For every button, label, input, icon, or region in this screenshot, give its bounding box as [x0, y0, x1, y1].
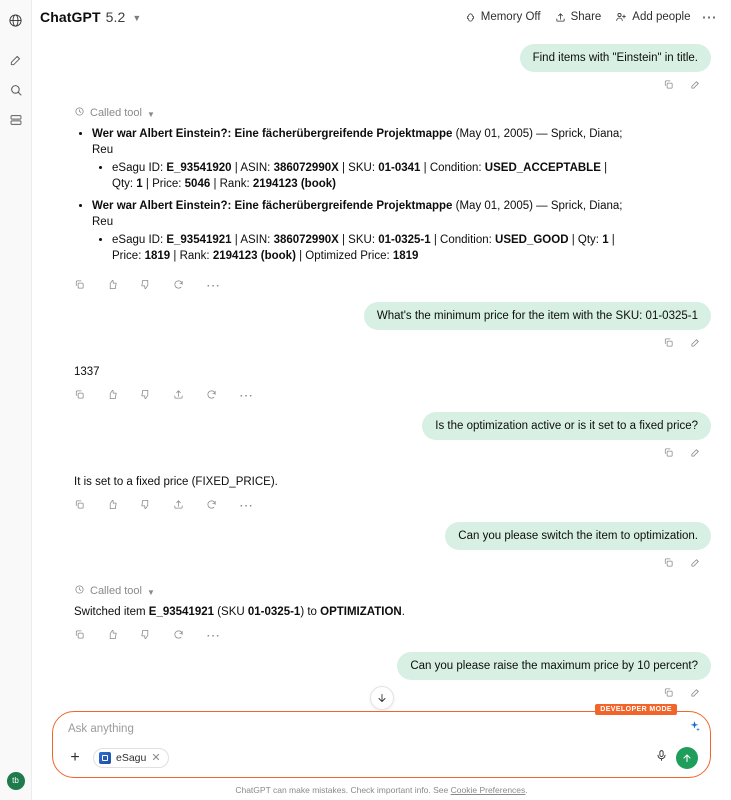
message-turn	[52, 460, 711, 513]
chevron-down-icon: ▼	[132, 13, 142, 23]
list-item: • eSagu ID: E_93541920 | ASIN: 386072990X | SKU: 01-0341 | Condition: USED_ACCEPTABLE | Qty: 1 | Price: 5046 | Rank: 2194123 (book)	[112, 160, 631, 192]
chevron-down-icon: ▼	[146, 109, 155, 119]
tool-icon	[74, 584, 85, 598]
item-title: Wer war Albert Einstein?: Eine fächerübergreifende Projektmappe	[92, 128, 453, 140]
tool-call-text: Called tool	[90, 107, 142, 119]
footer-text: ChatGPT can make mistakes. Check important info. See	[235, 785, 451, 795]
share-label: Share	[570, 11, 602, 23]
list-item: • eSagu ID: E_93541921 | ASIN: 386072990X | SKU: 01-0325-1 | Condition: USED_GOOD | Qty: 1 | Price: 1819 | Rank: 2194123 (book) | Optimized Price: 1819	[112, 232, 631, 264]
copy-icon[interactable]	[663, 557, 674, 568]
edit-icon[interactable]	[690, 447, 701, 458]
message-turn	[52, 92, 711, 293]
more-icon[interactable]: ⋯	[206, 626, 220, 643]
user-message-bubble: Is the optimization active or is it set to a fixed price?	[422, 412, 711, 440]
add-people-button[interactable]	[608, 7, 697, 27]
more-options-button[interactable]: ⋯	[701, 9, 717, 26]
tool-call-text: Called tool	[90, 585, 142, 597]
assistant-text: It is set to a fixed price (FIXED_PRICE).	[74, 476, 278, 488]
user-message-actions	[52, 330, 711, 348]
thumbs-down-icon[interactable]	[140, 499, 151, 510]
results-list	[74, 126, 631, 264]
thumbs-up-icon[interactable]	[107, 499, 118, 510]
sparkle-icon	[688, 720, 701, 736]
esagu-logo-icon	[99, 752, 111, 764]
copy-icon[interactable]	[74, 499, 85, 510]
user-message-row	[52, 34, 711, 72]
copy-icon[interactable]	[74, 389, 85, 400]
message-turn	[52, 402, 711, 458]
assistant-message-actions	[52, 270, 711, 293]
assistant-message-actions	[52, 380, 711, 403]
composer-toolbar	[65, 747, 698, 769]
add-people-label: Add people	[632, 11, 691, 23]
user-message-bubble: Can you please raise the maximum price by 10 percent?	[397, 652, 711, 680]
top-header	[32, 0, 731, 34]
thumbs-up-icon[interactable]	[107, 389, 118, 400]
message-turn	[52, 512, 711, 568]
assistant-message	[52, 126, 711, 264]
thumbs-down-icon[interactable]	[140, 279, 151, 290]
user-message-row	[52, 512, 711, 550]
user-message-bubble: Can you please switch the item to optimization.	[445, 522, 711, 550]
message-turn	[52, 292, 711, 348]
more-icon[interactable]: ⋯	[206, 276, 220, 293]
tool-call-label[interactable]	[52, 92, 711, 126]
message-turn	[52, 570, 711, 643]
chevron-down-icon: ▼	[146, 587, 155, 597]
assistant-message	[52, 604, 711, 620]
memory-toggle-button[interactable]	[458, 7, 548, 27]
item-details-list	[92, 160, 631, 192]
regenerate-icon[interactable]	[173, 279, 184, 290]
list-item	[92, 126, 631, 192]
microphone-icon[interactable]	[655, 749, 668, 767]
regenerate-icon[interactable]	[206, 499, 217, 510]
tool-icon	[74, 106, 85, 120]
cookie-preferences-link[interactable]: Cookie Preferences	[450, 785, 526, 795]
user-message-actions	[52, 550, 711, 568]
brand-name: ChatGPT	[40, 9, 101, 25]
user-message-row	[52, 642, 711, 680]
composer[interactable]	[52, 711, 711, 778]
composer-area	[52, 706, 711, 778]
add-people-icon	[615, 11, 627, 23]
footer-tail: .	[525, 785, 528, 795]
message-turn	[52, 34, 711, 90]
assistant-text: Switched item E_93541921 (SKU 01-0325-1) to OPTIMIZATION.	[74, 606, 405, 618]
copy-icon[interactable]	[74, 279, 85, 290]
assistant-message-actions	[52, 620, 711, 643]
edit-icon[interactable]	[690, 337, 701, 348]
share-icon	[555, 12, 566, 23]
tool-call-label[interactable]	[52, 570, 711, 604]
edit-icon[interactable]	[690, 79, 701, 90]
user-message-bubble: What's the minimum price for the item with the SKU: 01-0325-1	[364, 302, 711, 330]
item-title: Wer war Albert Einstein?: Eine fächerübergreifende Projektmappe	[92, 200, 453, 212]
thumbs-up-icon[interactable]	[107, 279, 118, 290]
user-message-actions	[52, 72, 711, 90]
avatar[interactable]: tb	[7, 772, 25, 790]
thumbs-up-icon[interactable]	[107, 629, 118, 640]
assistant-message	[52, 460, 711, 490]
more-icon[interactable]: ⋯	[239, 386, 253, 403]
share-icon[interactable]	[173, 499, 184, 510]
regenerate-icon[interactable]	[206, 389, 217, 400]
message-turn	[52, 350, 711, 403]
model-switcher[interactable]	[40, 9, 141, 25]
conversation-scroll[interactable]	[32, 34, 731, 740]
edit-icon[interactable]	[690, 557, 701, 568]
user-message-actions	[52, 440, 711, 458]
edit-icon[interactable]	[690, 687, 701, 698]
more-icon[interactable]: ⋯	[239, 496, 253, 513]
close-icon[interactable]: ✕	[151, 751, 161, 764]
send-button[interactable]	[676, 747, 698, 769]
openai-logo-icon[interactable]	[4, 8, 28, 32]
developer-mode-badge: DEVELOPER MODE	[595, 704, 677, 715]
connector-chip-esagu[interactable]	[93, 748, 169, 768]
new-chat-icon[interactable]	[4, 48, 28, 72]
copy-icon[interactable]	[663, 447, 674, 458]
assistant-text: 1337	[74, 366, 100, 378]
regenerate-icon[interactable]	[173, 629, 184, 640]
memory-label: Memory Off	[480, 11, 541, 23]
search-icon[interactable]	[4, 78, 28, 102]
user-message-row	[52, 402, 711, 440]
thumbs-down-icon[interactable]	[140, 389, 151, 400]
item-details-list	[92, 232, 631, 264]
memory-icon	[465, 12, 476, 23]
add-attachment-button[interactable]: +	[70, 749, 80, 766]
item-title-meta: (May 01, 2005) — Sprick, Diana; Reu	[92, 128, 623, 156]
copy-icon[interactable]	[74, 629, 85, 640]
assistant-message-actions	[52, 490, 711, 513]
scroll-to-bottom-button[interactable]	[370, 686, 394, 710]
footer-disclaimer	[32, 785, 731, 795]
left-rail	[0, 0, 32, 800]
library-icon[interactable]	[4, 108, 28, 132]
assistant-message	[52, 350, 711, 380]
main-column	[32, 0, 731, 800]
connector-chip-label: eSagu	[116, 752, 147, 764]
user-message-row	[52, 292, 711, 330]
list-item	[92, 198, 631, 264]
message-input[interactable]: Ask anything	[68, 723, 134, 735]
share-button[interactable]	[548, 7, 609, 27]
copy-icon[interactable]	[663, 337, 674, 348]
item-title-meta: (May 01, 2005) — Sprick, Diana; Reu	[92, 200, 623, 228]
share-icon[interactable]	[173, 389, 184, 400]
user-message-bubble: Find items with "Einstein" in title.	[520, 44, 711, 72]
thumbs-down-icon[interactable]	[140, 629, 151, 640]
copy-icon[interactable]	[663, 687, 674, 698]
copy-icon[interactable]	[663, 79, 674, 90]
model-version: 5.2	[105, 9, 126, 25]
